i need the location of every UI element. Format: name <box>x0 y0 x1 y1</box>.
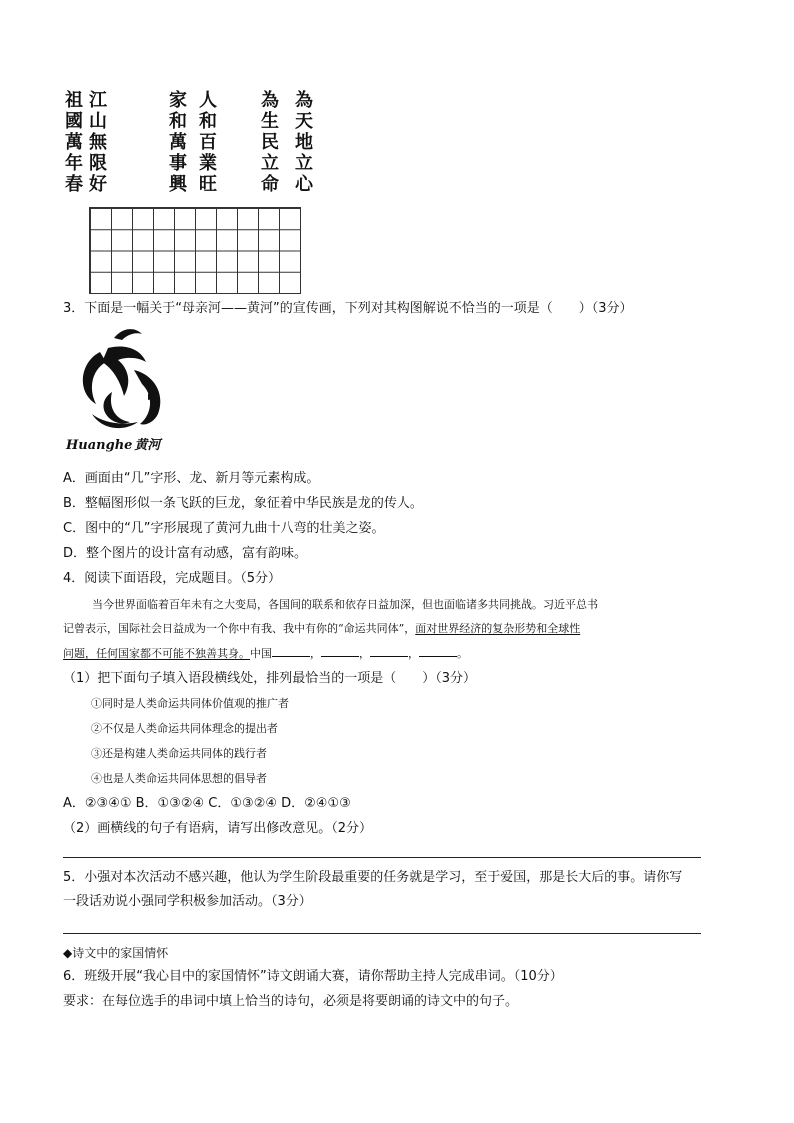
q6-question: 6．班级开展“我心目中的家国情怀”诗文朗诵大赛，请你帮助主持人完成串词。（10分） <box>63 969 563 984</box>
q3-option-a: A．画面由“几”字形、龙、新月等元素构成。 <box>63 471 320 486</box>
calligraphy-column: 為天地立心 <box>295 90 313 195</box>
calligraphy-column: 為生民立命 <box>261 90 279 195</box>
q3-question: 3．下面是一幅关于“母亲河——黄河”的宣传画，下列对其构图解说不恰当的一项是（ ）（3分） <box>63 301 633 316</box>
answer-blank[interactable] <box>272 644 310 657</box>
paragraph-text: 记曾表示，国际社会日益成为一个你中有我、我中有你的“命运共同体”， <box>63 622 416 635</box>
calligraphy-column: 人和百業旺 <box>199 90 217 195</box>
q4-item-1: ①同时是人类命运共同体价值观的推广者 <box>91 697 289 710</box>
q3-option-d: D．整个图片的设计富有动感，富有韵味。 <box>63 546 308 561</box>
q3-option-b: B．整幅图形似一条飞跃的巨龙，象征着中华民族是龙的传人。 <box>63 496 423 511</box>
q4-question: 4．阅读下面语段，完成题目。（5分） <box>63 571 282 586</box>
calligraphy-column: 祖國萬年春 <box>65 90 83 195</box>
q4-choices: A．②③④① B．①③②④ C．①③②④ D．②④①③ <box>63 796 351 811</box>
huanghe-logo <box>62 322 182 462</box>
calligraphy-column: 江山無限好 <box>89 90 107 195</box>
logo-chinese: 黄河 <box>134 438 161 453</box>
writing-grid[interactable] <box>89 207 301 294</box>
q5-line1: 5．小强对本次活动不感兴趣，他认为学生阶段最重要的任务就是学习，至于爱国，那是长大后的事。请你写 <box>63 870 683 885</box>
paragraph-text: 中国 <box>250 647 272 660</box>
section-title: ◆诗文中的家国情怀 <box>63 946 169 960</box>
calligraphy-column: 家和萬事興 <box>169 90 187 195</box>
underlined-sentence: 问题，任何国家都不可能不独善其身。 <box>63 647 250 660</box>
logo-latin: Huanghe <box>66 438 133 453</box>
q4-sub2: （2）画横线的句子有语病，请写出修改意见。（2分） <box>63 821 373 836</box>
q6-requirement: 要求：在每位选手的串词中填上恰当的诗句，必须是将要朗诵的诗文中的句子。 <box>63 994 519 1009</box>
answer-blank[interactable] <box>419 644 457 657</box>
q4-item-2: ②不仅是人类命运共同体理念的提出者 <box>91 722 278 735</box>
answer-line[interactable] <box>63 857 701 858</box>
underlined-sentence: 面对世界经济的复杂形势和全球性 <box>415 622 581 635</box>
answer-blank[interactable] <box>321 644 359 657</box>
calligraphy-area <box>60 88 320 203</box>
q4-item-4: ④也是人类命运共同体思想的倡导者 <box>91 772 267 785</box>
q4-paragraph-line3: 问题，任何国家都不可能不独善其身。中国 ， ， ， 。 <box>63 644 468 663</box>
answer-blank[interactable] <box>370 644 408 657</box>
q4-paragraph-line1: 当今世界面临着百年未有之大变局，各国间的联系和依存日益加深，但也面临诸多共同挑战。习近平总书 <box>92 598 598 611</box>
q3-option-c: C．图中的“几”字形展现了黄河九曲十八弯的壮美之姿。 <box>63 521 385 536</box>
q4-paragraph-line2 <box>63 620 580 638</box>
answer-line[interactable] <box>63 933 701 934</box>
q4-item-3: ③还是构建人类命运共同体的践行者 <box>91 747 267 760</box>
q5-line2: 一段话劝说小强同学积极参加活动。（3分） <box>63 894 312 909</box>
q4-sub1: （1）把下面句子填入语段横线处，排列最恰当的一项是（ ）（3分） <box>63 671 477 686</box>
